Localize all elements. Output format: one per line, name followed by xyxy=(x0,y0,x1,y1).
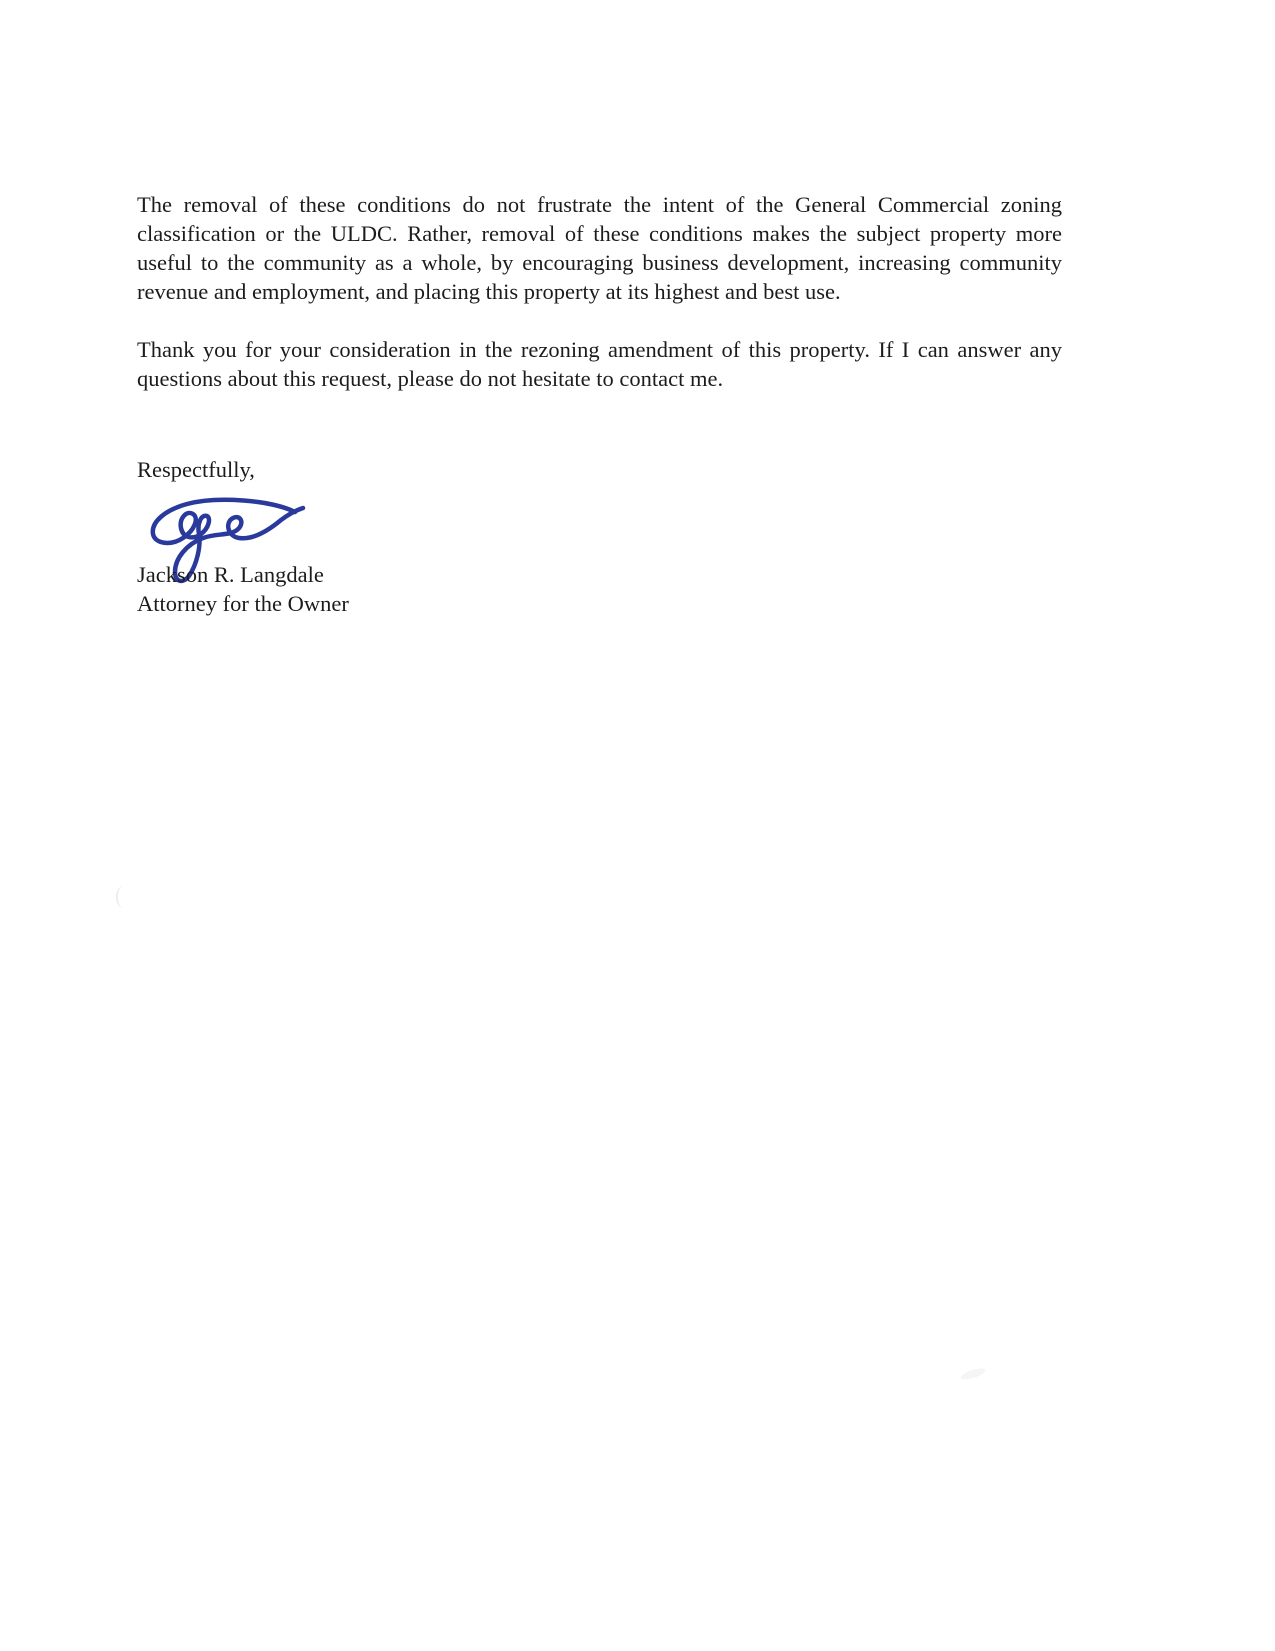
signature-block xyxy=(137,490,1062,618)
letter-body xyxy=(137,190,1062,618)
signer-title: Attorney for the Owner xyxy=(137,591,349,616)
paragraph-thank-you: Thank you for your consideration in the rezoning amendment of this property. If I can answer any questions about this request, please do not hesitate to contact me. xyxy=(137,337,1062,391)
scan-artifact-right xyxy=(959,1366,986,1382)
paragraph-removal-conditions: The removal of these conditions do not frustrate the intent of the General Commercial zoning classification or the ULDC. Rather, removal of these conditions makes the subject property more useful to the community as a whole, by encouraging business development, increasing community revenue and employment, and placing this property at its highest and best use. xyxy=(137,192,1062,304)
closing-salutation: Respectfully, xyxy=(137,457,255,482)
scan-artifact-left xyxy=(116,886,130,908)
signer-name: Jackson R. Langdale xyxy=(137,562,324,587)
